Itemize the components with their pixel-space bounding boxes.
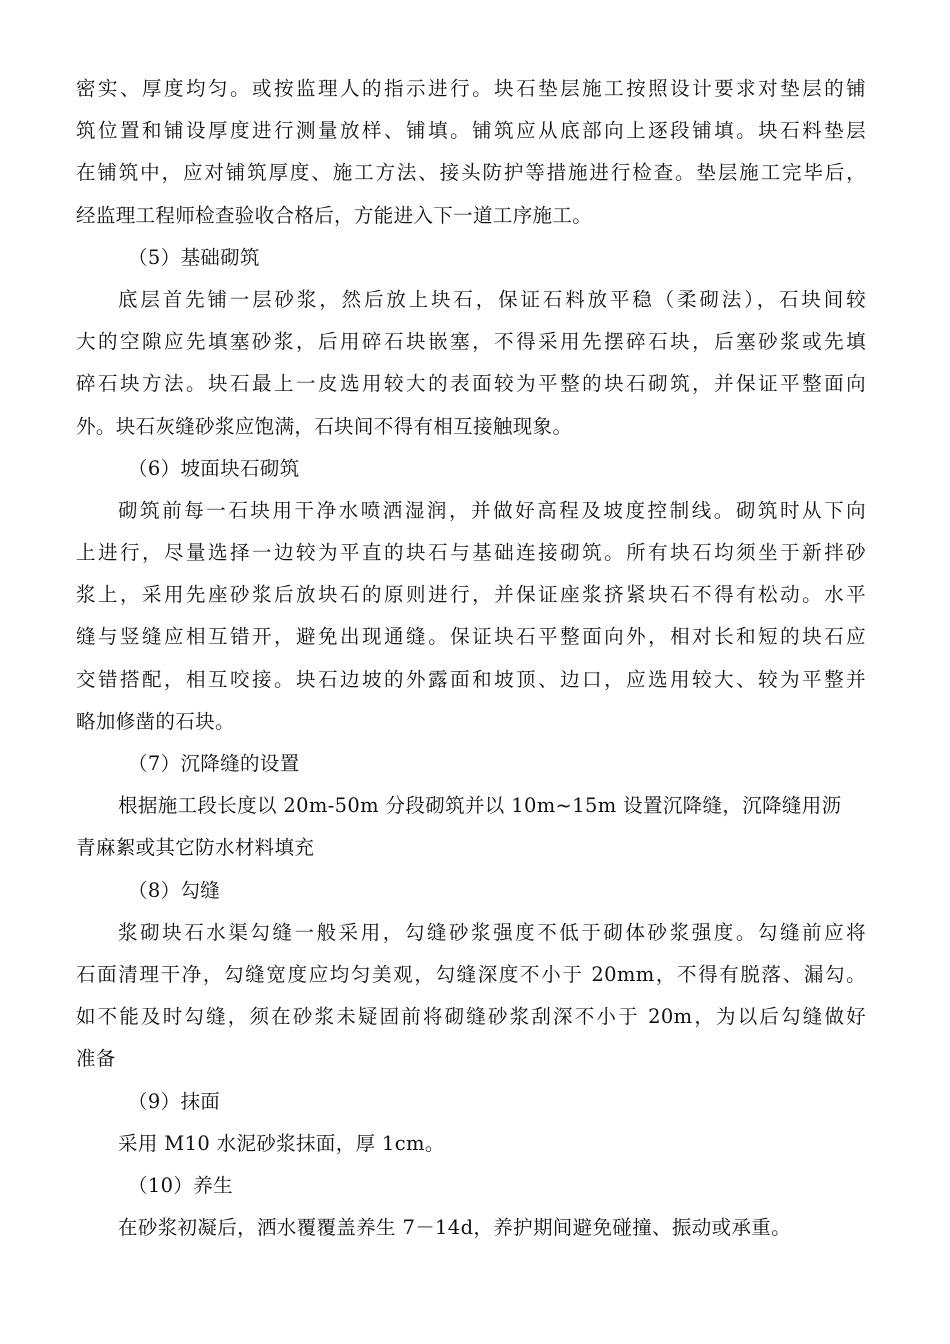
paragraph-line: 青麻絮或其它防水材料填充 (76, 836, 315, 860)
paragraph-line: 如不能及时勾缝，须在砂浆未疑固前将砌缝砂浆刮深不小于 20m，为以后勾缝做好 (76, 1005, 866, 1029)
paragraph (76, 68, 866, 237)
section-heading: （8）勾缝 (128, 878, 221, 902)
paragraph-line: 根据施工段长度以 20m-50m 分段砌筑并以 10m~15m 设置沉降缝，沉降缝用沥 (118, 794, 842, 818)
section-heading: （10）养生 (128, 1173, 233, 1197)
paragraph (76, 279, 866, 448)
paragraph-line: 碎石块方法。块石最上一皮选用较大的表面较为平整的块石砌筑，并保证平整面向 (76, 372, 866, 396)
paragraph-line: 石面清理干净，勾缝宽度应均匀美观，勾缝深度不小于 20mm，不得有脱落、漏勾。 (76, 962, 866, 986)
paragraph-line: 采用 M10 水泥砂浆抹面，厚 1cm。 (118, 1131, 445, 1155)
paragraph (76, 1123, 866, 1165)
paragraph-line: 交错搭配，相互咬接。块石边坡的外露面和坡顶、边口，应选用较大、较为平整并 (76, 667, 866, 691)
paragraph-line: 浆上，采用先座砂浆后放块石的原则进行，并保证座浆挤紧块石不得有松动。水平 (76, 583, 866, 607)
section-heading: （5）基础砌筑 (128, 245, 260, 269)
paragraph-line: 大的空隙应先填塞砂浆，后用碎石块嵌塞，不得采用先摆碎石块，后塞砂浆或先填 (76, 330, 866, 354)
paragraph (76, 1207, 866, 1249)
paragraph (76, 912, 866, 1081)
paragraph-line: 筑位置和铺设厚度进行测量放样、铺填。铺筑应从底部向上逐段铺填。块石料垫层 (76, 119, 866, 143)
paragraph-line: 缝与竖缝应相互错开，避免出现通缝。保证块石平整面向外，相对长和短的块石应 (76, 625, 866, 649)
paragraph-line: 经监理工程师检查验收合格后，方能进入下一道工序施工。 (76, 203, 593, 227)
paragraph-line: 略加修凿的石块。 (76, 709, 235, 733)
paragraph-line: 浆砌块石水渠勾缝一般采用，勾缝砂浆强度不低于砌体砂浆强度。勾缝前应将 (118, 920, 866, 944)
paragraph (76, 785, 866, 869)
paragraph-line: 密实、厚度均匀。或按监理人的指示进行。块石垫层施工按照设计要求对垫层的铺 (76, 77, 866, 100)
section-heading: （9）抹面 (128, 1089, 221, 1113)
paragraph-line: 外。块石灰缝砂浆应饱满，石块间不得有相互接触现象。 (76, 414, 573, 438)
section-heading: （7）沉降缝的设置 (128, 752, 300, 775)
paragraph-line: 砌筑前每一石块用干净水喷洒湿润，并做好高程及坡度控制线。砌筑时从下向 (118, 498, 866, 522)
paragraph-line: 上进行，尽量选择一边较为平直的块石与基础连接砌筑。所有块石均须坐于新拌砂 (76, 541, 866, 565)
paragraph-line: 准备 (76, 1047, 116, 1071)
section-heading: （6）坡面块石砌筑 (128, 456, 300, 480)
paragraph (76, 490, 866, 743)
paragraph-line: 在铺筑中，应对铺筑厚度、施工方法、接头防护等措施进行检查。垫层施工完毕后， (76, 161, 866, 185)
paragraph-line: 底层首先铺一层砂浆，然后放上块石，保证石料放平稳（柔砌法），石块间较 (118, 287, 866, 311)
document-page (76, 68, 866, 1249)
paragraph-line: 在砂浆初凝后，洒水覆覆盖养生 7－14d，养护期间避免碰撞、振动或承重。 (118, 1216, 792, 1240)
